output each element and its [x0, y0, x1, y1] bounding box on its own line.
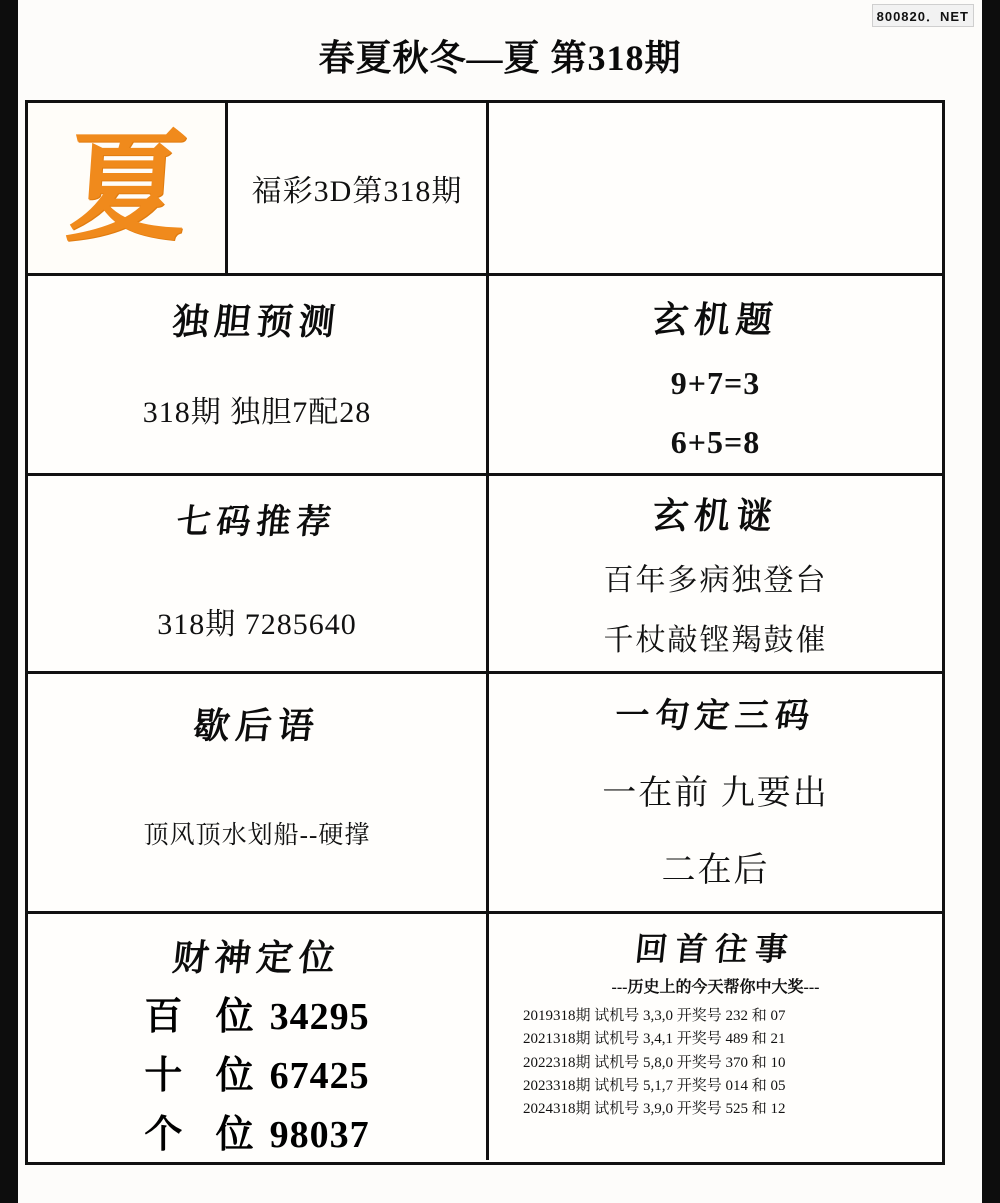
list-item: 2019318期 试机号 3,3,0 开奖号 232 和 07	[523, 1008, 786, 1024]
dingsanma-line-1: 一在前 九要出	[602, 775, 829, 812]
history-list	[523, 1005, 942, 1121]
dudan-line: 318期 独胆7配28	[142, 396, 372, 429]
history-title: 回首往事	[633, 930, 798, 968]
issue-cell	[228, 103, 486, 273]
content-grid	[25, 100, 945, 1165]
dingsanma-line-2: 二在后	[661, 852, 770, 889]
xuanjimi-line-1: 百年多病独登台	[603, 564, 828, 597]
section-xiehouyu	[28, 674, 486, 911]
row-xiehouyu-dingsanma	[28, 671, 942, 911]
history-subtitle: ---历史上的今天帮你中大奖---	[611, 979, 820, 996]
page-title: 春夏秋冬—夏 第318期	[318, 38, 682, 78]
right-dark-margin	[982, 0, 1000, 1203]
xiehouyu-title: 歇后语	[191, 705, 322, 747]
qima-line: 318期 7285640	[157, 608, 357, 641]
section-caishen	[28, 914, 486, 1160]
xuanjiti-equation-2: 6+5=8	[670, 424, 761, 460]
list-item: 2023318期 试机号 5,1,7 开奖号 014 和 05	[523, 1077, 786, 1094]
caishen-label-ge: 个 位	[144, 1111, 264, 1156]
section-dudan	[28, 276, 486, 473]
row-qima-xuanjimi	[28, 473, 942, 671]
caishen-row-ge	[28, 1103, 486, 1158]
xuanjiti-equation-1: 9+7=3	[670, 365, 761, 401]
dudan-title: 独胆预测	[170, 301, 343, 343]
header-blank-cell	[486, 103, 942, 273]
list-item: 2021318期 试机号 3,4,1 开奖号 489 和 21	[523, 1031, 786, 1048]
caishen-title: 财神定位	[170, 937, 343, 979]
xiehouyu-line: 顶风顶水划船--硬撑	[143, 822, 371, 849]
caishen-row-shi	[28, 1044, 486, 1099]
logo-cell	[28, 103, 228, 273]
left-dark-margin	[0, 0, 18, 1203]
section-qima	[28, 476, 486, 671]
dingsanma-title: 一句定三码	[613, 696, 818, 736]
row-caishen-history	[28, 911, 942, 1160]
caishen-value-bai: 34295	[269, 996, 370, 1038]
qima-title: 七码推荐	[174, 502, 339, 542]
caishen-value-ge: 98037	[269, 1114, 370, 1156]
summer-logo-glyph: 夏	[61, 117, 192, 258]
list-item: 2024318期 试机号 3,9,0 开奖号 525 和 12	[523, 1101, 786, 1117]
section-xuanjiti	[486, 276, 942, 473]
caishen-value-shi: 67425	[269, 1055, 370, 1097]
site-watermark: 800820．NET	[872, 4, 974, 27]
xuanjiti-title: 玄机题	[650, 299, 781, 341]
section-history	[486, 914, 942, 1160]
header-row	[28, 103, 942, 273]
issue-label: 福彩3D第318期	[251, 175, 463, 208]
caishen-label-bai: 百 位	[144, 993, 264, 1038]
list-item: 2022318期 试机号 5,8,0 开奖号 370 和 10	[523, 1054, 786, 1071]
xuanjimi-line-2: 千杖敲铿羯鼓催	[603, 624, 828, 657]
section-xuanjimi	[486, 476, 942, 671]
xuanjimi-title: 玄机谜	[650, 495, 781, 537]
caishen-row-bai	[28, 985, 486, 1040]
row-dudan-xuanjiti	[28, 273, 942, 473]
section-dingsanma	[486, 674, 942, 911]
caishen-label-shi: 十 位	[144, 1052, 264, 1097]
